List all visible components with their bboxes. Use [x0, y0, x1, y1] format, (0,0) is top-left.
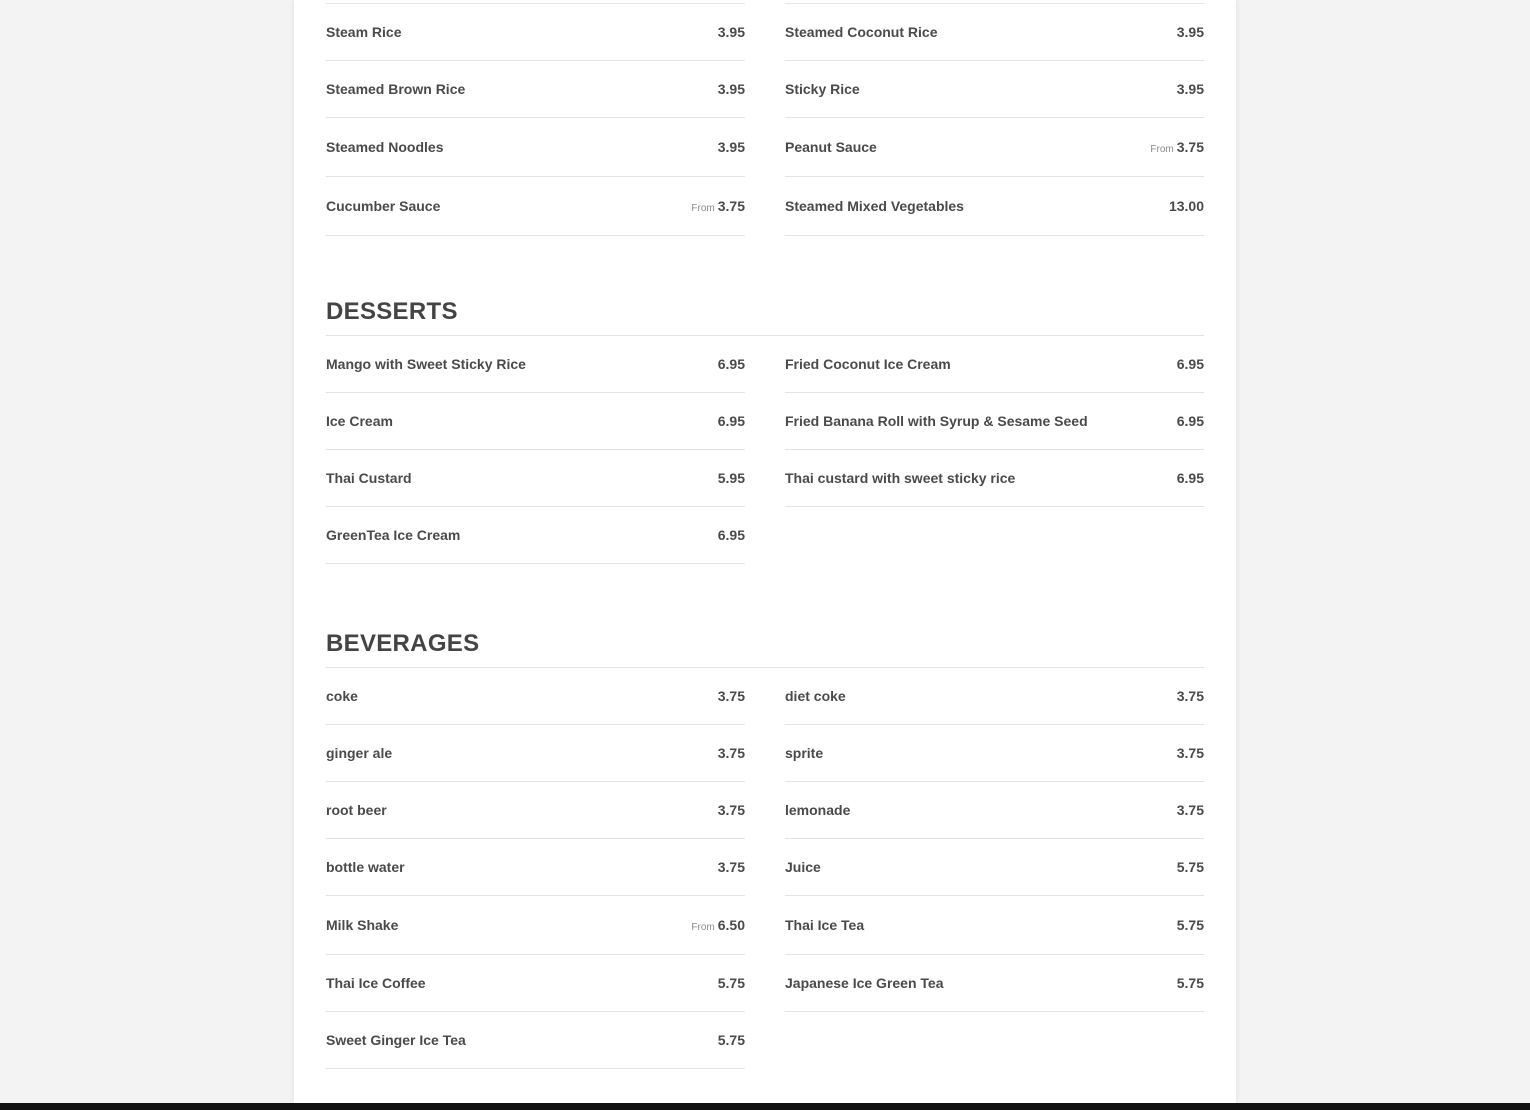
item-price: 6.95	[1176, 356, 1204, 372]
menu-item[interactable]	[785, 61, 1204, 118]
menu-item[interactable]	[326, 782, 745, 839]
price-wrap	[1177, 802, 1204, 818]
price-wrap	[718, 470, 745, 486]
section-desserts	[326, 289, 1204, 564]
price-wrap	[1177, 859, 1204, 875]
item-name: Peanut Sauce	[785, 139, 877, 155]
price-wrap	[718, 356, 745, 372]
section-title: DESSERTS	[326, 289, 1204, 336]
item-price: 3.75	[717, 688, 745, 704]
item-name: Cucumber Sauce	[326, 198, 441, 214]
price-wrap	[718, 1032, 745, 1048]
item-price: 3.75	[1176, 139, 1204, 155]
item-price: 6.95	[717, 356, 745, 372]
item-name: Ice Cream	[326, 413, 393, 429]
menu-item[interactable]	[326, 668, 745, 725]
price-wrap	[1177, 24, 1204, 40]
item-name: Steamed Noodles	[326, 139, 444, 155]
price-wrap	[718, 975, 745, 991]
menu-item[interactable]	[326, 450, 745, 507]
price-wrap	[718, 745, 745, 761]
menu-grid	[326, 668, 1204, 1069]
price-wrap	[1177, 81, 1204, 97]
item-name: Milk Shake	[326, 917, 399, 933]
menu-grid	[326, 336, 1204, 564]
price-wrap	[1177, 917, 1204, 933]
menu-item[interactable]	[326, 507, 745, 564]
menu-item[interactable]	[785, 118, 1204, 177]
price-wrap	[691, 198, 745, 214]
item-name: Thai Ice Tea	[785, 917, 865, 933]
item-price: 5.75	[717, 1032, 745, 1048]
item-price: 6.95	[1176, 413, 1204, 429]
price-wrap	[1177, 745, 1204, 761]
item-name: Thai Custard	[326, 470, 412, 486]
price-wrap	[718, 527, 745, 543]
footer-bar	[0, 1103, 1530, 1110]
menu-item[interactable]	[326, 4, 745, 61]
price-wrap	[1150, 139, 1204, 155]
item-name: root beer	[326, 802, 387, 818]
item-price: 5.75	[1176, 917, 1204, 933]
item-price: 6.95	[717, 413, 745, 429]
menu-item[interactable]	[785, 896, 1204, 955]
item-price: 3.75	[1176, 745, 1204, 761]
price-wrap	[1177, 975, 1204, 991]
price-wrap	[1177, 470, 1204, 486]
menu-item[interactable]	[326, 725, 745, 782]
item-name: Fried Banana Roll with Syrup & Sesame Seed	[785, 413, 1088, 429]
price-wrap	[691, 917, 745, 933]
menu-grid	[326, 4, 1204, 236]
menu-item[interactable]	[785, 450, 1204, 507]
item-name: Mango with Sweet Sticky Rice	[326, 356, 526, 372]
item-name: Juice	[785, 859, 821, 875]
menu-item[interactable]	[785, 725, 1204, 782]
menu-item[interactable]	[326, 61, 745, 118]
price-wrap	[1177, 688, 1204, 704]
item-price: 5.75	[1176, 859, 1204, 875]
item-price: 3.75	[717, 198, 745, 214]
menu-item[interactable]	[326, 336, 745, 393]
item-name: Japanese Ice Green Tea	[785, 975, 944, 991]
item-price: 3.75	[717, 802, 745, 818]
item-price: 3.75	[1176, 688, 1204, 704]
menu-item[interactable]	[326, 393, 745, 450]
item-price: 3.75	[1176, 802, 1204, 818]
item-name: coke	[326, 688, 358, 704]
menu-item[interactable]	[326, 955, 745, 1012]
menu-item[interactable]	[785, 336, 1204, 393]
item-name: Steamed Mixed Vegetables	[785, 198, 964, 214]
menu-item[interactable]	[785, 839, 1204, 896]
item-price: 3.95	[717, 81, 745, 97]
item-price: 3.95	[717, 139, 745, 155]
item-price: 6.50	[717, 917, 745, 933]
item-name: Thai Ice Coffee	[326, 975, 426, 991]
menu-item[interactable]	[785, 393, 1204, 450]
item-name: Thai custard with sweet sticky rice	[785, 470, 1016, 486]
menu-item[interactable]	[326, 118, 745, 177]
section-title: BEVERAGES	[326, 621, 1204, 668]
item-name: lemonade	[785, 802, 851, 818]
menu-item[interactable]	[785, 782, 1204, 839]
item-name: Steam Rice	[326, 24, 402, 40]
section-beverages	[326, 621, 1204, 1069]
price-wrap	[1177, 356, 1204, 372]
item-name: Steamed Brown Rice	[326, 81, 466, 97]
price-wrap	[718, 81, 745, 97]
item-price: 5.95	[717, 470, 745, 486]
price-wrap	[718, 802, 745, 818]
price-wrap	[718, 139, 745, 155]
menu-item[interactable]	[326, 896, 745, 955]
item-price: 3.95	[1176, 81, 1204, 97]
item-price: 3.95	[1176, 24, 1204, 40]
menu-item[interactable]	[326, 177, 745, 236]
price-from-label: From	[1150, 144, 1174, 155]
item-name: Steamed Coconut Rice	[785, 24, 938, 40]
price-wrap	[1177, 413, 1204, 429]
item-name: GreenTea Ice Cream	[326, 527, 461, 543]
item-price: 3.75	[717, 745, 745, 761]
item-price: 3.75	[717, 859, 745, 875]
item-price: 5.75	[717, 975, 745, 991]
menu-item[interactable]	[785, 668, 1204, 725]
menu-item[interactable]	[326, 839, 745, 896]
menu-page	[294, 0, 1236, 1103]
item-price: 13.00	[1168, 198, 1204, 214]
price-from-label: From	[691, 203, 715, 214]
item-name: Sticky Rice	[785, 81, 860, 97]
item-name: bottle water	[326, 859, 405, 875]
item-name: ginger ale	[326, 745, 393, 761]
menu-item[interactable]	[785, 4, 1204, 61]
item-name: sprite	[785, 745, 824, 761]
price-wrap	[718, 859, 745, 875]
menu-item[interactable]	[785, 177, 1204, 236]
price-wrap	[718, 688, 745, 704]
price-wrap	[718, 24, 745, 40]
item-price: 3.95	[717, 24, 745, 40]
item-price: 6.95	[1176, 470, 1204, 486]
price-from-label: From	[691, 922, 715, 933]
price-wrap	[1169, 198, 1204, 214]
section-sides	[326, 4, 1204, 236]
item-name: Fried Coconut Ice Cream	[785, 356, 951, 372]
menu-item[interactable]	[785, 955, 1204, 1012]
item-name: Sweet Ginger Ice Tea	[326, 1032, 466, 1048]
item-price: 5.75	[1176, 975, 1204, 991]
item-name: diet coke	[785, 688, 846, 704]
price-wrap	[718, 413, 745, 429]
menu-item[interactable]	[326, 1012, 745, 1069]
item-price: 6.95	[717, 527, 745, 543]
